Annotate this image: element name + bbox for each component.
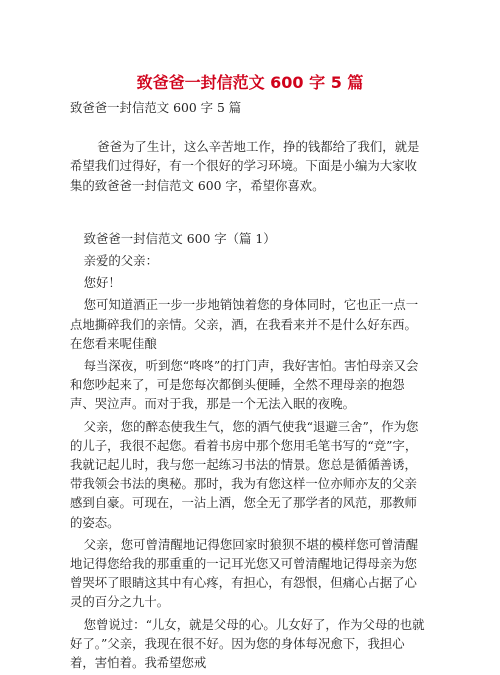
body-paragraph-3: 父亲，您的醉态使我生气，您的酒气使我“退避三舍”，作为您的儿子，我很不起您。看着书房中那个您用毛笔书写的“竞”字，我就记起儿时，我与您一起练习书法的情景。您总是循循善诱，带我领会书法的奥秘。那时，我为有您这样一位亦师亦友的父亲感到自豪。可现在，一沾上酒，您全无了那学者的风范，那教师的姿态。 bbox=[70, 418, 419, 530]
body-paragraph-1: 您可知道酒正一步一步地销蚀着您的身体同时，它也正一点一点地撕碎我们的亲情。父亲，酒，在我看来并不是什么好东西。在您看来呢佳酿 bbox=[70, 297, 419, 351]
greeting: 您好！ bbox=[83, 275, 121, 291]
intro-paragraph: 爸爸为了生计，这么辛苦地工作，挣的钱都给了我们，就是希望我们过得好，有一个很好的学习环境。下面是小编为大家收集的致爸爸一封信范文 600 字，希望你喜欢。 bbox=[70, 139, 420, 193]
document-body bbox=[70, 98, 426, 675]
section-title: 致爸爸一封信范文 600 字（篇 1） bbox=[83, 230, 276, 246]
body-paragraph-2: 每当深夜，听到您“咚咚”的打门声，我好害怕。害怕母亲又会和您吵起来了，可是您每次都倒头便睡，全然不理母亲的抱怨声、哭泣声。而对于我，那是一个无法入眠的夜晚。 bbox=[70, 358, 419, 412]
document-title: 致爸爸一封信范文 600 字 5 篇 bbox=[136, 73, 364, 92]
body-paragraph-4: 父亲，您可曾清醒地记得您回家时狼狈不堪的模样您可曾清醒地记得您给我的那重重的一记耳光您又可曾清醒地记得母亲为您曾哭坏了眼睛这其中有心疼，有担心，有怨恨，但痛心占据了心灵的百分之九十。 bbox=[70, 536, 419, 610]
salutation: 亲爱的父亲： bbox=[83, 253, 158, 269]
body-paragraph-5: 您曾说过：“儿女，就是父母的心。儿女好了，作为父母的也就好了。”父亲，我现在很不好。因为您的身体每况愈下，我担心着，害怕着。我希望您戒 bbox=[70, 616, 425, 671]
document-subtitle: 致爸爸一封信范文 600 字 5 篇 bbox=[70, 100, 242, 115]
